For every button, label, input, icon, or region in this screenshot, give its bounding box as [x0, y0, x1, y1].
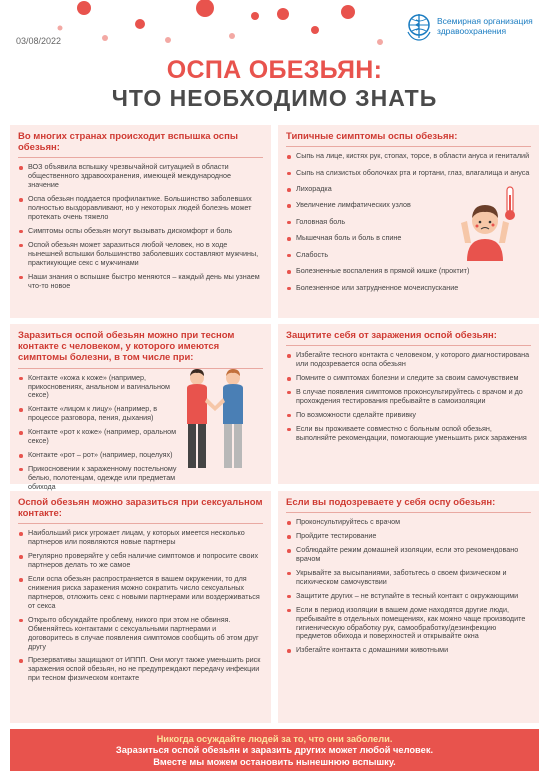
- list-item: Симптомы оспы обезьян могут вызывать дискомфорт и боль: [18, 227, 263, 236]
- list-item: Соблюдайте режим домашней изоляции, если это рекомендовано врачом: [286, 546, 531, 564]
- suspect-card: [278, 491, 539, 723]
- page-subtitle: ЧТО НЕОБХОДИМО ЗНАТЬ: [111, 85, 438, 111]
- list-item: Оспой обезьян может заразиться любой человек, но в ходе нынешней вспышки большинство заболевших составляют мужчины, практикующие секс с мужчинами: [18, 241, 263, 268]
- who-logo: [406, 12, 535, 42]
- list-item: Если оспа обезьян распространяется в вашем окружении, то для снижения риска заражения можно сократить число сексуальных партнеров, отложить секс с новыми партнерами или воздерживаться от секса: [18, 575, 263, 611]
- who-org-name: Всемирная организация здравоохранения: [437, 16, 533, 36]
- list-item: Пройдите тестирование: [286, 532, 531, 541]
- list-item: Если вы проживаете совместно с больным оспой обезьян, выполняйте рекомендации, помогающие уменьшить риск заражения: [286, 425, 531, 443]
- list-item: Головная боль: [286, 218, 456, 227]
- list-item: Сыпь на лице, кистях рук, стопах, торсе, в области ануса и гениталий: [286, 152, 531, 161]
- list-item: Наибольший риск угрожает лицам, у которых имеется несколько партнеров или появляются новые партнеры: [18, 529, 263, 547]
- list-item: В случае появления симптомов проконсультируйтесь с врачом и до прохождения тестирования пребывайте в самоизоляции: [286, 388, 531, 406]
- transmission-heading: Заразиться оспой обезьян можно при тесном контакте с человеком, у которого имеются симптомы болезни, в том числе при:: [18, 330, 263, 369]
- list-item: Избегайте тесного контакта с человеком, у которого диагностирована или подозревается оспа обезьян: [286, 351, 531, 369]
- list-item: Избегайте контакта с домашними животными: [286, 646, 531, 655]
- banner-highlight: Никогда осуждайте людей за то, что они заболели.: [156, 734, 393, 744]
- list-item: Защитите других – не вступайте в тесный контакт с окружающими: [286, 592, 531, 601]
- list-item: По возможности сделайте прививку: [286, 411, 531, 420]
- list-item: Наши знания о вспышке быстро меняются – каждый день мы узнаем что-то новое: [18, 273, 263, 291]
- protect-list: [286, 351, 531, 442]
- list-item: Контакте «рот – рот» (например, поцелуях): [18, 451, 178, 460]
- list-item: Проконсультируйтесь с врачом: [286, 518, 531, 527]
- list-item: ВОЗ объявила вспышку чрезвычайной ситуацией в области общественного здравоохранения, имеющей международное значение: [18, 163, 263, 190]
- list-item: Мышечная боль и боль в спине: [286, 234, 456, 243]
- sexual-contact-card: [10, 491, 271, 723]
- publication-date: 03/08/2022: [16, 36, 62, 46]
- banner-line: Заразиться оспой обезьян и заразить других может любой человек.: [115, 745, 434, 756]
- handshake-illustration: [179, 364, 251, 474]
- outbreak-list: [18, 163, 263, 290]
- suspect-heading: Если вы подозреваете у себя оспу обезьян:: [286, 497, 531, 513]
- list-item: Слабость: [286, 251, 456, 260]
- suspect-list: [286, 518, 531, 655]
- list-item: Если в период изоляции в вашем доме находятся другие люди, пребывайте в отдельных помещениях, как можно чаще производите гигиеническую обработку рук, самообработку/дезинфекцию предметов обихода и поверхностей и открывайте окна: [286, 606, 531, 642]
- list-item: Укрывайте за высыпаниями, заботьтесь о своем физическом и психическом самочувствии: [286, 569, 531, 587]
- bottom-banner: [10, 729, 539, 771]
- protect-heading: Защитите себя от заражения оспой обезьян:: [286, 330, 531, 346]
- list-item: Помните о симптомах болезни и следите за своим самочувствием: [286, 374, 531, 383]
- protect-card: [278, 324, 539, 484]
- outbreak-card: [10, 125, 271, 318]
- banner-line: Вместе мы можем остановить нынешнюю вспышку.: [153, 756, 396, 767]
- list-item: Прикосновении к зараженному постельному белью, полотенцам, одежде или предметам обихода: [18, 465, 178, 492]
- list-item: Открыто обсуждайте проблему, никого при этом не обвиняя. Обменяйтесь контактами с сексуальными партнерами и договоритесь в случае появления симптомов сообщить об этом друг другу: [18, 616, 263, 652]
- sexual-contact-list: [18, 529, 263, 683]
- sick-person-illustration: [453, 183, 523, 261]
- sexual-contact-heading: Оспой обезьян можно заразиться при сексуальном контакте:: [18, 497, 263, 524]
- list-item: Оспа обезьян поддается профилактике. Большинство заболевших полностью выздоравливают, но у некоторых людей болезнь может протекать очень тяжело: [18, 195, 263, 222]
- list-item: Лихорадка: [286, 185, 456, 194]
- symptoms-card: [278, 125, 539, 318]
- list-item: Презервативы защищают от ИППП. Они могут также уменьшить риск заражения оспой обезьян, но не предупреждают передачу инфекции при тесном физическом контакте: [18, 656, 263, 683]
- outbreak-heading: Во многих странах происходит вспышка оспы обезьян:: [18, 131, 263, 158]
- list-item: Контакте «кожа к коже» (например, прикосновениях, анальном и вагинальном сексе): [18, 374, 178, 401]
- list-item: Контакте «рот к коже» (например, оральном сексе): [18, 428, 178, 446]
- list-item: Увеличение лимфатических узлов: [286, 201, 456, 210]
- who-emblem-icon: [406, 12, 432, 42]
- transmission-card: [10, 324, 271, 491]
- symptoms-heading: Типичные симптомы оспы обезьян:: [286, 131, 531, 147]
- list-item: Контакте «лицом к лицу» (например, в процессе разговора, пения, дыхания): [18, 405, 178, 423]
- list-item: Сыпь на слизистых оболочках рта и гортани, глаз, влагалища и ануса: [286, 169, 531, 178]
- list-item: Болезненные воспаления в прямой кишке (проктит): [286, 267, 531, 276]
- page-title: ОСПА ОБЕЗЬЯН:: [166, 56, 383, 84]
- list-item: Регулярно проверяйте у себя наличие симптомов и попросите своих партнеров делать то же самое: [18, 552, 263, 570]
- list-item: Болезненное или затрудненное мочеиспускание: [286, 284, 531, 293]
- transmission-list: [18, 374, 178, 492]
